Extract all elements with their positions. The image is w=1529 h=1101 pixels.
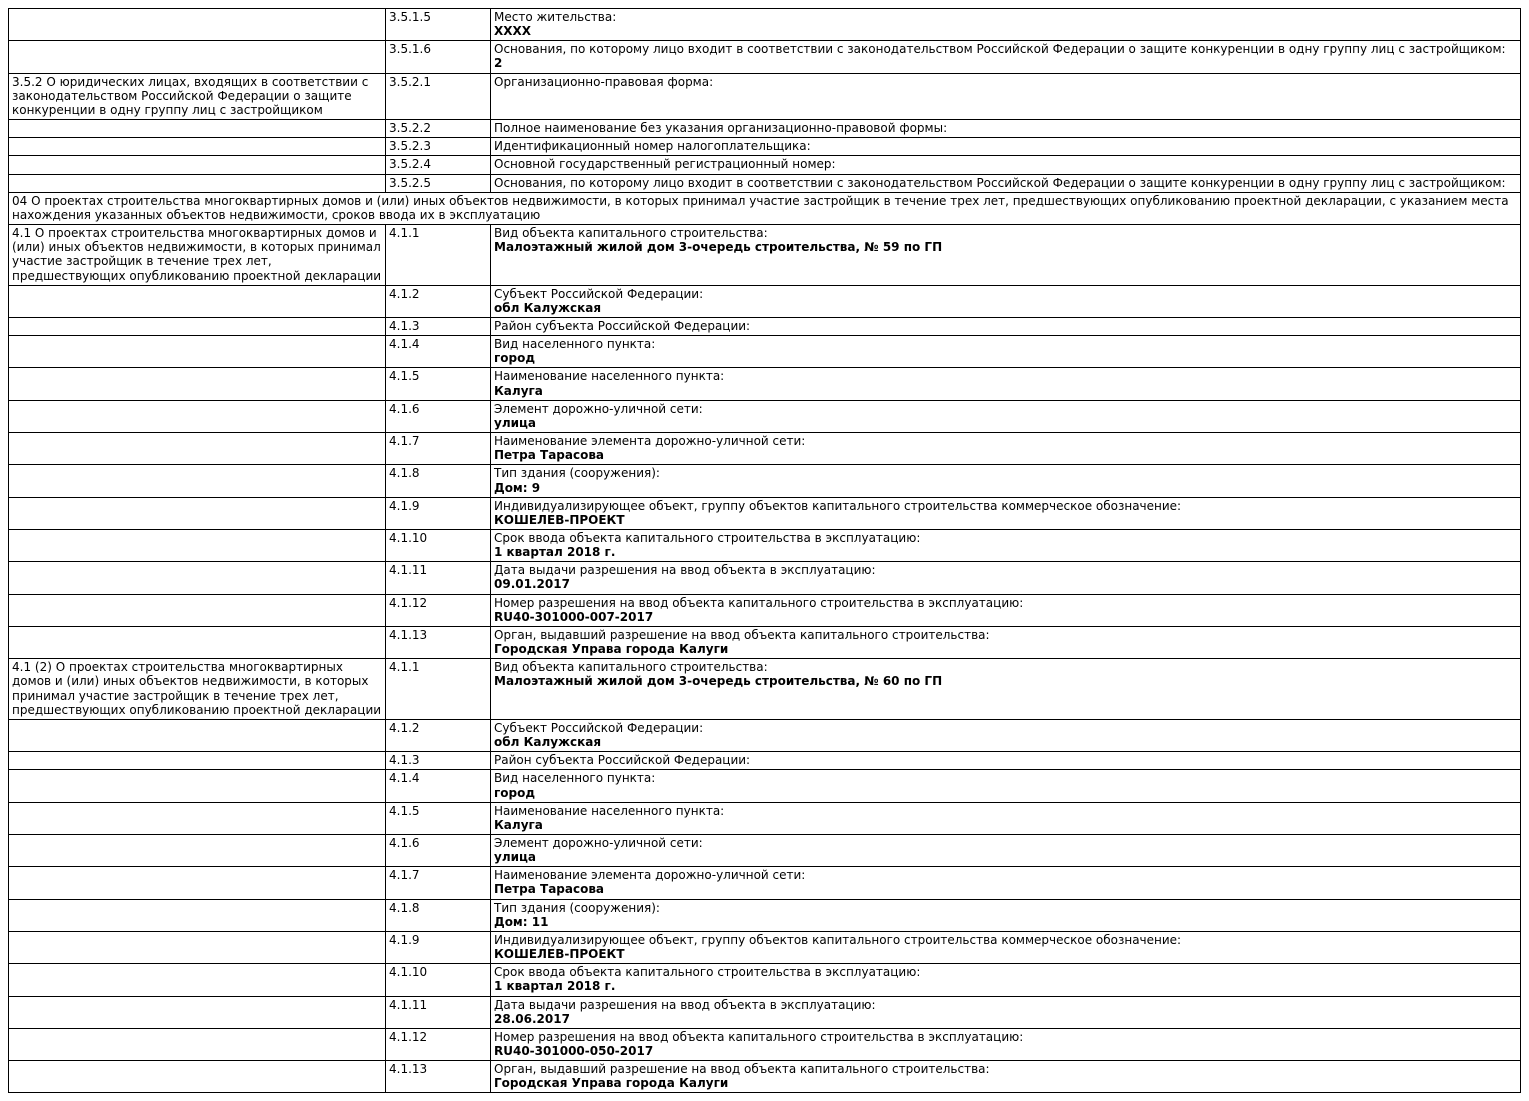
row-code: 4.1.8	[386, 899, 491, 931]
field-value: улица	[494, 850, 537, 865]
field-value: Городская Управа города Калуги	[494, 642, 729, 657]
row-code: 4.1.2	[386, 285, 491, 317]
row-section-description	[9, 834, 386, 866]
row-section-description	[9, 156, 386, 174]
table-row	[9, 400, 1521, 432]
field-value: Дом: 11	[494, 914, 549, 929]
field-value: улица	[494, 415, 537, 430]
row-content	[491, 770, 1521, 802]
table-row	[9, 770, 1521, 802]
row-section-description	[9, 562, 386, 594]
row-section-description	[9, 802, 386, 834]
field-label: Субъект Российской Федерации:	[494, 720, 704, 735]
field-label: Срок ввода объекта капитального строительства в эксплуатацию:	[494, 531, 921, 545]
table-row	[9, 285, 1521, 317]
field-label: Элемент дорожно-уличной сети:	[494, 401, 703, 416]
row-code: 4.1.10	[386, 964, 491, 996]
table-row	[9, 802, 1521, 834]
row-code: 4.1.3	[386, 752, 491, 770]
table-row	[9, 867, 1521, 899]
row-code: 3.5.2.2	[386, 120, 491, 138]
row-section-description	[9, 138, 386, 156]
row-code: 4.1.5	[386, 368, 491, 400]
row-code: 4.1.9	[386, 931, 491, 963]
row-section-description	[9, 719, 386, 751]
field-label: Орган, выдавший разрешение на ввод объекта капитального строительства:	[494, 627, 990, 642]
table-row	[9, 497, 1521, 529]
table-row	[9, 225, 1521, 286]
row-code: 3.5.1.5	[386, 9, 491, 41]
field-value: XXXX	[494, 24, 532, 39]
table-row	[9, 899, 1521, 931]
table-row	[9, 336, 1521, 368]
row-code: 3.5.2.3	[386, 138, 491, 156]
field-label: Организационно-правовая форма:	[494, 74, 714, 89]
row-content	[491, 964, 1521, 996]
field-value: Петра Тарасова	[494, 882, 605, 897]
row-code: 3.5.2.1	[386, 73, 491, 119]
row-code: 4.1.6	[386, 400, 491, 432]
row-code: 3.5.1.6	[386, 41, 491, 73]
row-content	[491, 802, 1521, 834]
row-section-description: 4.1 О проектах строительства многоквартирных домов и (или) иных объектов недвижимости, в которых принимал участие застройщик в течение трех лет, предшествующих опубликованию проектной декларации	[9, 225, 386, 286]
row-content	[491, 368, 1521, 400]
row-section-description: 3.5.2 О юридических лицах, входящих в соответствии с законодательством Российской Федерации о защите конкуренции в одну группу лиц с застройщиком	[9, 73, 386, 119]
field-label: Наименование населенного пункта:	[494, 369, 725, 384]
field-label: Вид населенного пункта:	[494, 771, 656, 786]
field-label: Полное наименование без указания организационно-правовой формы:	[494, 121, 948, 136]
table-row	[9, 465, 1521, 497]
field-label: Элемент дорожно-уличной сети:	[494, 835, 703, 850]
field-label: Номер разрешения на ввод объекта капитального строительства в эксплуатацию:	[494, 595, 1024, 610]
row-section-description: 4.1 (2) О проектах строительства многоквартирных домов и (или) иных объектов недвижимости, в которых принимал участие застройщик в течение трех лет, предшествующих опубликованию проектной декларации	[9, 659, 386, 720]
row-section-description	[9, 400, 386, 432]
table-row	[9, 368, 1521, 400]
table-row	[9, 174, 1521, 192]
row-content	[491, 1061, 1521, 1093]
field-value: Калуга	[494, 383, 543, 398]
row-section-description	[9, 465, 386, 497]
row-content	[491, 400, 1521, 432]
field-label: Дата выдачи разрешения на ввод объекта в эксплуатацию:	[494, 563, 876, 578]
project-declaration-table	[8, 8, 1521, 1093]
row-section-description	[9, 1028, 386, 1060]
row-content	[491, 9, 1521, 41]
row-code: 4.1.11	[386, 562, 491, 594]
row-code: 4.1.1	[386, 659, 491, 720]
field-label: Место жительства:	[494, 10, 617, 24]
row-code: 4.1.11	[386, 996, 491, 1028]
row-content	[491, 594, 1521, 626]
table-row	[9, 931, 1521, 963]
row-code: 4.1.6	[386, 834, 491, 866]
table-row	[9, 1061, 1521, 1093]
row-content	[491, 752, 1521, 770]
table-row	[9, 73, 1521, 119]
row-section-description	[9, 996, 386, 1028]
table-row	[9, 719, 1521, 751]
section-header: 04 О проектах строительства многоквартирных домов и (или) иных объектов недвижимости, в которых принимал участие застройщик в течение трех лет, предшествующих опубликованию проектной декларации, с указанием места нахождения указанных объектов недвижимости, сроков ввода их в эксплуатацию	[9, 192, 1521, 224]
table-row	[9, 120, 1521, 138]
row-section-description	[9, 899, 386, 931]
row-code: 4.1.4	[386, 336, 491, 368]
row-section-description	[9, 174, 386, 192]
row-code: 4.1.5	[386, 802, 491, 834]
table-row	[9, 156, 1521, 174]
field-label: Вид объекта капитального строительства:	[494, 660, 768, 675]
field-value: Малоэтажный жилой дом 3-очередь строительства, № 59 по ГП	[494, 240, 943, 255]
table-row	[9, 594, 1521, 626]
field-label: Срок ввода объекта капитального строительства в эксплуатацию:	[494, 965, 921, 980]
table-row	[9, 562, 1521, 594]
field-label: Идентификационный номер налогоплательщика:	[494, 139, 811, 154]
row-section-description	[9, 530, 386, 562]
table-row	[9, 996, 1521, 1028]
row-code: 4.1.12	[386, 1028, 491, 1060]
field-label: Основной государственный регистрационный номер:	[494, 157, 836, 172]
row-content	[491, 285, 1521, 317]
row-content	[491, 1028, 1521, 1060]
row-section-description	[9, 41, 386, 73]
row-content	[491, 120, 1521, 138]
field-value: RU40-301000-007-2017	[494, 609, 654, 624]
row-section-description	[9, 9, 386, 41]
row-content	[491, 996, 1521, 1028]
row-content	[491, 899, 1521, 931]
row-section-description	[9, 626, 386, 658]
field-value: Петра Тарасова	[494, 448, 605, 463]
row-code: 4.1.3	[386, 317, 491, 335]
row-content	[491, 626, 1521, 658]
row-section-description	[9, 964, 386, 996]
field-label: Индивидуализирующее объект, группу объектов капитального строительства коммерческое обозначение:	[494, 498, 1182, 513]
row-code: 4.1.12	[386, 594, 491, 626]
field-value: обл Калужская	[494, 735, 602, 750]
row-content	[491, 867, 1521, 899]
row-content	[491, 931, 1521, 963]
field-label: Вид объекта капитального строительства:	[494, 226, 768, 241]
row-code: 4.1.10	[386, 530, 491, 562]
row-content	[491, 317, 1521, 335]
row-content	[491, 138, 1521, 156]
field-value: КОШЕЛЕВ-ПРОЕКТ	[494, 947, 625, 962]
field-label: Тип здания (сооружения):	[494, 466, 660, 481]
field-label: Наименование элемента дорожно-уличной сети:	[494, 868, 806, 883]
field-label: Наименование населенного пункта:	[494, 803, 725, 818]
row-code: 4.1.9	[386, 497, 491, 529]
field-label: Дата выдачи разрешения на ввод объекта в эксплуатацию:	[494, 997, 876, 1012]
field-value: Городская Управа города Калуги	[494, 1076, 729, 1091]
row-content	[491, 465, 1521, 497]
table-row	[9, 41, 1521, 73]
table-row	[9, 317, 1521, 335]
field-value: RU40-301000-050-2017	[494, 1044, 654, 1058]
field-label: Тип здания (сооружения):	[494, 900, 660, 915]
row-content	[491, 73, 1521, 119]
field-label: Основания, по которому лицо входит в соответствии с законодательством Российской Федерации о защите конкуренции в одну группу лиц с застройщиком:	[494, 42, 1506, 57]
row-code: 3.5.2.5	[386, 174, 491, 192]
table-row	[9, 626, 1521, 658]
row-content	[491, 225, 1521, 286]
table-row	[9, 964, 1521, 996]
row-content	[491, 433, 1521, 465]
row-content	[491, 336, 1521, 368]
table-body	[9, 9, 1521, 1093]
field-value: Калуга	[494, 817, 543, 832]
field-value: КОШЕЛЕВ-ПРОЕКТ	[494, 512, 625, 527]
table-row	[9, 530, 1521, 562]
row-code: 4.1.7	[386, 867, 491, 899]
row-code: 4.1.7	[386, 433, 491, 465]
field-label: Вид населенного пункта:	[494, 337, 656, 352]
row-section-description	[9, 317, 386, 335]
table-row	[9, 834, 1521, 866]
row-section-description	[9, 497, 386, 529]
field-value: 28.06.2017	[494, 1011, 570, 1026]
field-label: Район субъекта Российской Федерации:	[494, 318, 751, 333]
row-content	[491, 156, 1521, 174]
table-row	[9, 192, 1521, 224]
row-section-description	[9, 867, 386, 899]
field-value: город	[494, 351, 536, 366]
row-section-description	[9, 752, 386, 770]
field-label: Наименование элемента дорожно-уличной сети:	[494, 434, 806, 449]
field-value: город	[494, 785, 536, 800]
row-section-description	[9, 1061, 386, 1093]
row-code: 4.1.4	[386, 770, 491, 802]
row-code: 4.1.1	[386, 225, 491, 286]
field-label: Индивидуализирующее объект, группу объектов капитального строительства коммерческое обозначение:	[494, 932, 1182, 947]
table-row	[9, 9, 1521, 41]
field-value: Малоэтажный жилой дом 3-очередь строительства, № 60 по ГП	[494, 674, 943, 689]
row-content	[491, 719, 1521, 751]
row-content	[491, 530, 1521, 562]
field-value: Дом: 9	[494, 480, 541, 495]
row-code: 4.1.8	[386, 465, 491, 497]
field-value: обл Калужская	[494, 300, 602, 315]
row-content	[491, 497, 1521, 529]
table-row	[9, 752, 1521, 770]
field-label: Основания, по которому лицо входит в соответствии с законодательством Российской Федерации о защите конкуренции в одну группу лиц с застройщиком:	[494, 175, 1506, 190]
table-row	[9, 659, 1521, 720]
row-section-description	[9, 433, 386, 465]
field-label: Субъект Российской Федерации:	[494, 286, 704, 301]
row-content	[491, 174, 1521, 192]
row-content	[491, 834, 1521, 866]
row-content	[491, 659, 1521, 720]
row-section-description	[9, 931, 386, 963]
field-label: Район субъекта Российской Федерации:	[494, 753, 751, 768]
row-code: 4.1.13	[386, 626, 491, 658]
row-content	[491, 562, 1521, 594]
field-value: 2	[494, 56, 503, 71]
table-row	[9, 138, 1521, 156]
row-content	[491, 41, 1521, 73]
field-value: 1 квартал 2018 г.	[494, 545, 616, 560]
row-code: 3.5.2.4	[386, 156, 491, 174]
field-label: Орган, выдавший разрешение на ввод объекта капитального строительства:	[494, 1062, 990, 1077]
row-section-description	[9, 120, 386, 138]
table-row	[9, 1028, 1521, 1060]
row-section-description	[9, 368, 386, 400]
row-section-description	[9, 594, 386, 626]
row-section-description	[9, 336, 386, 368]
table-row	[9, 433, 1521, 465]
field-label: Номер разрешения на ввод объекта капитального строительства в эксплуатацию:	[494, 1029, 1024, 1044]
row-section-description	[9, 770, 386, 802]
row-section-description	[9, 285, 386, 317]
field-value: 1 квартал 2018 г.	[494, 979, 616, 994]
row-code: 4.1.2	[386, 719, 491, 751]
row-code: 4.1.13	[386, 1061, 491, 1093]
field-value: 09.01.2017	[494, 577, 570, 592]
